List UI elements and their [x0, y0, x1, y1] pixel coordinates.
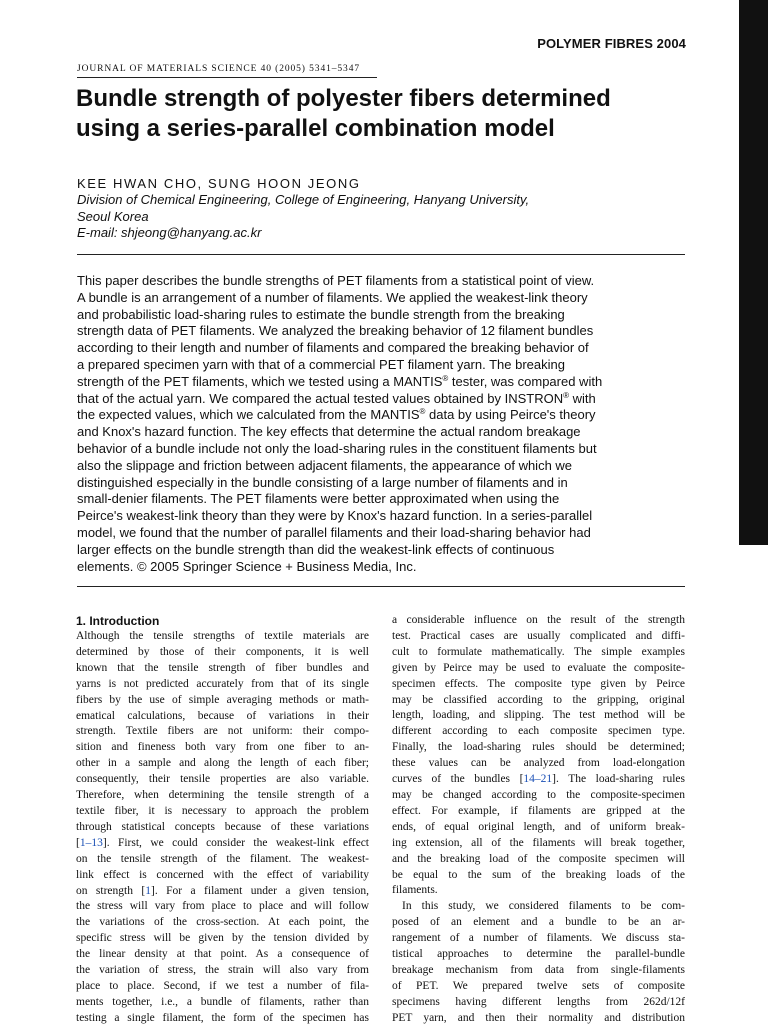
abstract-line: behavior of a bundle include not only the load-sharing rules in the constituent filaments but [77, 440, 597, 456]
journal-citation: JOURNAL OF MATERIALS SCIENCE 40 (2005) 5341–5347 [77, 64, 360, 74]
body-text-line: test. Practical cases are usually complicated and diffi- [392, 629, 685, 642]
body-text-line: filaments. [392, 884, 438, 897]
abstract-line: Peirce's weakest-link theory than they were by Knox's hazard function. In a series-parallel [77, 508, 593, 524]
abstract-line: A bundle is an arrangement of a number of filaments. We applied the weakest-link theory [77, 289, 588, 305]
reference-link[interactable]: 1–13 [79, 836, 103, 849]
body-text-line: breakage mechanism from data from single-filaments [392, 963, 685, 976]
abstract-line: strength data of PET filaments. We analyzed the breaking behavior of 12 filament bundles [77, 323, 594, 339]
paper-title [76, 84, 716, 144]
body-text-line: ends, of equal original length, and of uniform break- [392, 820, 685, 833]
body-text-line: length, loading, and slipping. The test method will be [392, 709, 685, 722]
abstract-line: model, we found that the number of parallel filaments and their load-sharing behavior had [77, 524, 591, 540]
abstract-line: strength of the PET filaments, which we tested using a MANTIS® tester, was compared with [77, 373, 603, 389]
body-text-line: the stress will vary from place to place and will follow [76, 900, 369, 913]
body-text-line: [1–13]. First, we could consider the weakest-link effect [76, 836, 369, 849]
abstract-line: the expected values, which we calculated from the MANTIS® data by using Peirce's theory [77, 407, 596, 423]
abstract-line: larger effects on the bundle strength than did the weakest-link effects of continuous [77, 541, 555, 557]
body-text-line: textile fiber, it is necessary to approach the problem [76, 804, 369, 817]
body-text-line: posed of an element and a bundle to be an ar- [392, 916, 685, 929]
body-text-line: cult to formulate mathematically. The simple examples [392, 645, 685, 658]
abstract-line: also the slippage and friction between adjacent filaments, the appearance of which we [77, 457, 573, 473]
left-column [76, 613, 369, 1027]
section-heading: 1. Introduction [76, 614, 160, 628]
body-text-line: Therefore, when determining the tensile strength of a [76, 789, 369, 802]
body-text-line: yarns is not predicted accurately from that of its single [76, 677, 369, 690]
body-text-line: a considerable influence on the result of the strength [392, 614, 685, 626]
body-text-line: may be classified according to the gripping, original [392, 693, 685, 706]
affiliation-line: Division of Chemical Engineering, College of Engineering, Hanyang University, [77, 192, 530, 207]
body-text-line: the variation of stress, the strain will also vary from [76, 964, 369, 977]
affiliation-line: Seoul Korea [77, 208, 149, 224]
body-text-line: place to place. Second, if we test a number of fila- [76, 979, 369, 992]
body-text-line: on strength [1]. For a filament under a given tension, [76, 884, 369, 897]
body-text-line: through statistical concepts because of these variations [76, 820, 369, 833]
body-text-line: be equal to the sum of the breaking loads of the [392, 868, 685, 881]
body-text-line: testing a single filament, the form of the specimen has [76, 1011, 369, 1024]
body-text-line: link effect is concerned with the effect of variability [76, 868, 369, 881]
body-text-line: different according to each composite specimen type. [392, 725, 685, 738]
body-text-line: ing extension, all of the filaments will break together, [392, 836, 685, 849]
abstract-line: a prepared specimen yarn with that of a commercial PET filament yarn. The breaking [77, 356, 565, 372]
abstract-top-rule [77, 254, 685, 255]
body-text-line: the variations of the cross-section. At each point, the [76, 916, 369, 929]
body-text-line: specimen effects. The composite type given by Peirce [392, 677, 685, 690]
body-text-line: consequently, their tensile properties are also variable. [76, 773, 369, 786]
body-text-line: ments together, i.e., a bundle of filaments, rather than [76, 995, 369, 1008]
body-text-line: other in a sample and along the length of each fiber; [76, 757, 369, 770]
body-text-line: specimens having different lengths from 262d/12f [392, 995, 685, 1008]
abstract-line: elements. © 2005 Springer Science + Business Media, Inc. [77, 558, 417, 574]
body-text-line: fibers by the use of simple averaging methods or math- [76, 693, 369, 706]
affiliation [77, 192, 677, 242]
body-text-line: specific stress will be given by the tension divided by [76, 932, 369, 945]
body-text-line: rangement of a number of filaments. We discuss sta- [392, 932, 685, 945]
body-text-line: on the tensile strength of the filament. The weakest- [76, 852, 369, 865]
body-text-line: ematical calculations, because of variations in their [76, 709, 369, 722]
header-divider [77, 77, 377, 78]
body-text-line: tistical approaches to determine the parallel-bundle [392, 948, 685, 961]
side-tab-marker [739, 0, 768, 545]
author-list: KEE HWAN CHO, SUNG HOON JEONG [77, 176, 361, 191]
abstract-line: distinguished especially in the bundle consisting of a large number of filaments and in [77, 474, 568, 490]
body-text-line: effect. For example, if filaments are gripped at the [392, 804, 685, 817]
body-text-line: of PET. We prepared twelve sets of composite [392, 979, 685, 992]
right-column [392, 613, 685, 1027]
abstract-bottom-rule [77, 586, 685, 587]
body-text-line: determined by those of their components, it is well [76, 645, 369, 658]
body-text-line: In this study, we considered filaments to be com- [402, 900, 685, 913]
series-header: POLYMER FIBRES 2004 [537, 36, 686, 51]
title-line: Bundle strength of polyester fibers determined [76, 85, 611, 112]
body-text-line: known that the tensile strength of fiber bundles and [76, 661, 369, 674]
body-text-line: given by Peirce may be used to evaluate the composite- [392, 661, 685, 674]
body-text-line: curves of the bundles [14–21]. The load-sharing rules [392, 773, 685, 786]
body-text-line: these values can be analyzed from load-elongation [392, 757, 685, 770]
abstract [77, 273, 687, 575]
reference-link[interactable]: 1 [145, 884, 151, 897]
body-text-line: Although the tensile strengths of textile materials are [76, 630, 369, 642]
abstract-line: according to their length and number of filaments and compared the breaking behavior of [77, 340, 589, 356]
abstract-line: This paper describes the bundle strengths of PET filaments from a statistical point of view. [77, 273, 595, 288]
body-text-line: and the breaking load of the composite specimen will [392, 852, 685, 865]
body-text-line: strength. Textile fibers are not uniform: their compo- [76, 725, 369, 738]
body-text-line: PET yarn, and then their normality and distribution [392, 1011, 685, 1024]
abstract-line: small-denier filaments. The PET filaments were better approximated when using the [77, 491, 560, 507]
reference-link[interactable]: 14–21 [523, 773, 553, 786]
body-text-line: the linear density at that point. As a consequence of [76, 948, 369, 961]
body-text-line: Finally, the load-sharing rules should be determined; [392, 741, 685, 754]
abstract-line: that of the actual yarn. We compared the actual tested values obtained by INSTRON® with [77, 390, 596, 406]
title-line: using a series-parallel combination model [76, 115, 555, 142]
body-text-line: sition and fineness both vary from one fiber to an- [76, 741, 369, 754]
abstract-line: and probabilistic load-sharing rules to estimate the bundle strength from the breaking [77, 306, 565, 322]
body-text-line: may be changed according to the composite-specimen [392, 788, 685, 801]
abstract-line: and Knox's hazard function. The key effects that determine the actual random breakage [77, 424, 581, 440]
email-line: E-mail: shjeong@hanyang.ac.kr [77, 225, 262, 240]
